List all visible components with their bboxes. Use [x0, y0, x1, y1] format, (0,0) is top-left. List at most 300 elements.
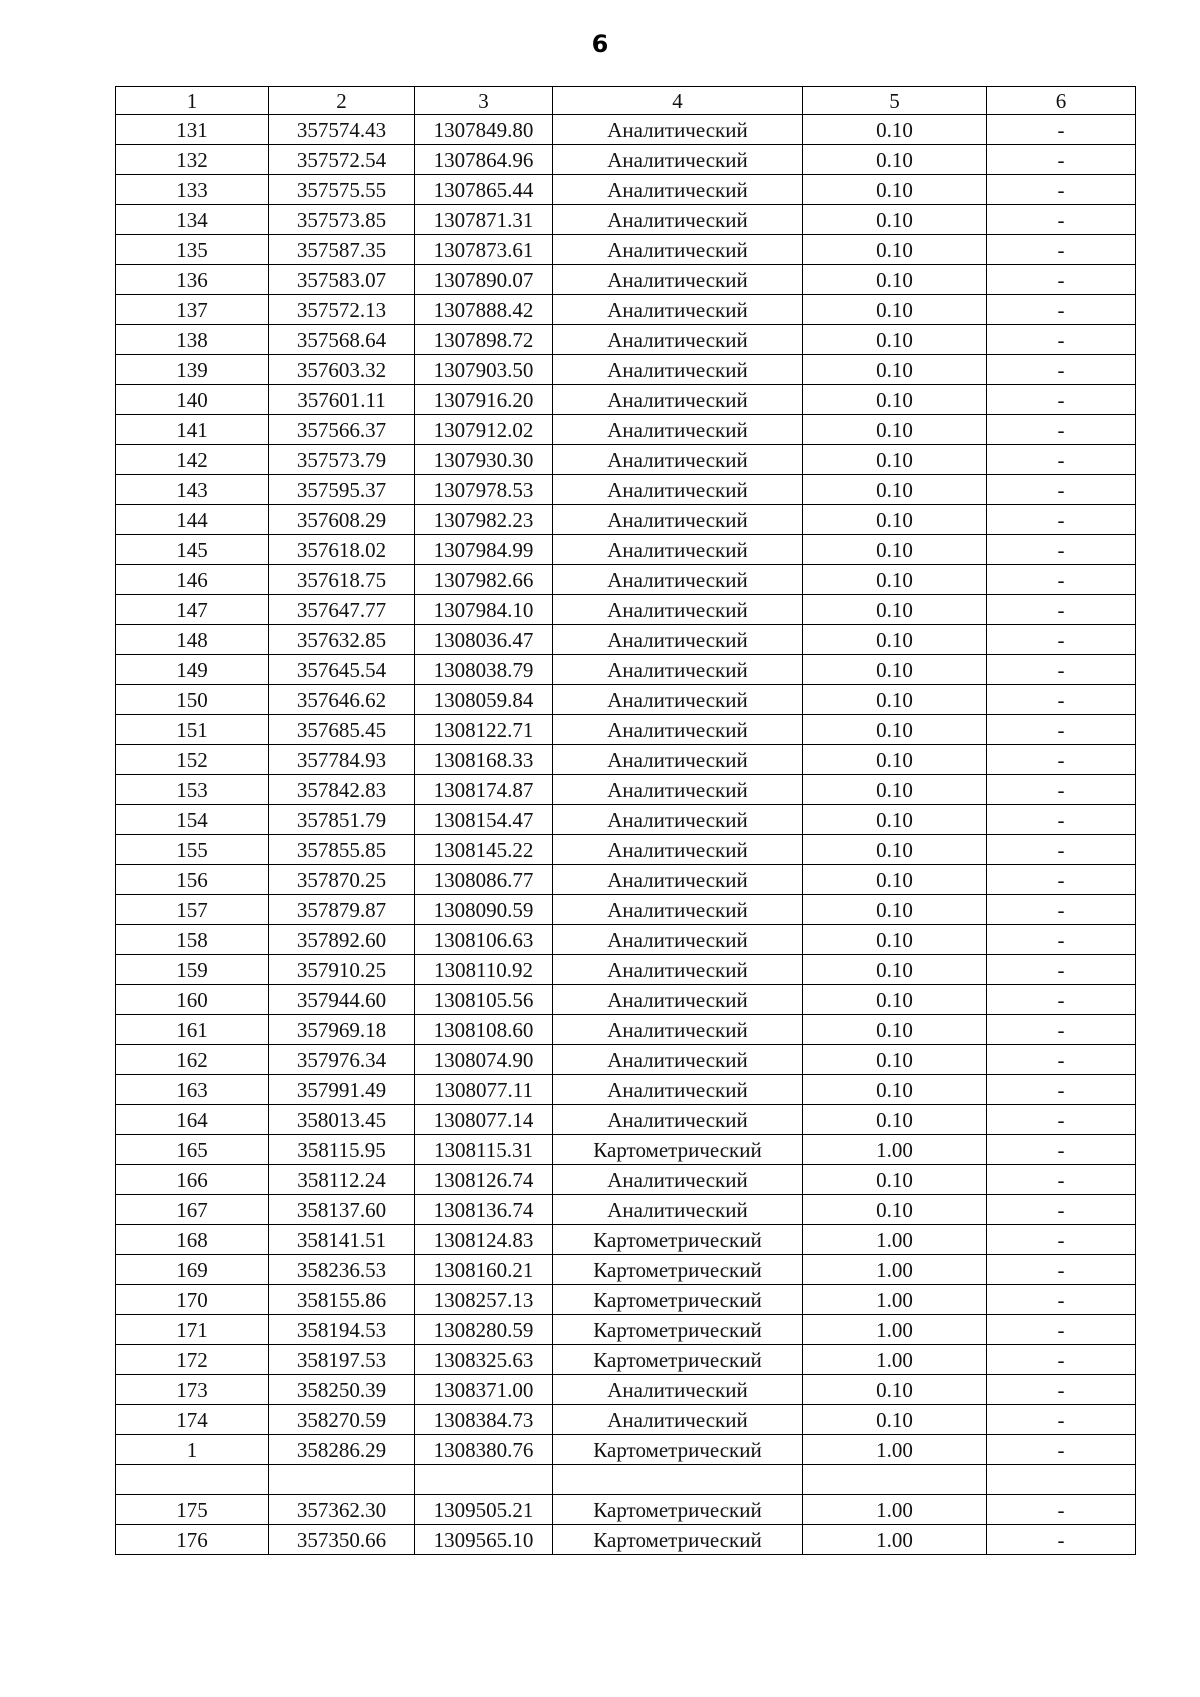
y-coordinate-cell: 1308059.84	[415, 685, 553, 715]
note-cell: -	[987, 1375, 1136, 1405]
table-row	[116, 715, 1136, 745]
accuracy-cell: 0.10	[803, 1105, 987, 1135]
note-cell: -	[987, 1495, 1136, 1525]
table-row	[116, 1195, 1136, 1225]
y-coordinate-cell: 1309565.10	[415, 1525, 553, 1555]
method-cell: Аналитический	[553, 955, 803, 985]
column-header-3: 3	[415, 87, 553, 115]
note-cell: -	[987, 235, 1136, 265]
note-cell: -	[987, 775, 1136, 805]
note-cell: -	[987, 1165, 1136, 1195]
table-row	[116, 1045, 1136, 1075]
method-cell: Аналитический	[553, 1075, 803, 1105]
column-header-5: 5	[803, 87, 987, 115]
accuracy-cell: 0.10	[803, 115, 987, 145]
accuracy-cell: 0.10	[803, 925, 987, 955]
y-coordinate-cell: 1308038.79	[415, 655, 553, 685]
table-row	[116, 175, 1136, 205]
accuracy-cell: 0.10	[803, 355, 987, 385]
table-row	[116, 1465, 1136, 1495]
method-cell: Аналитический	[553, 1195, 803, 1225]
method-cell: Аналитический	[553, 175, 803, 205]
point-number-cell: 156	[116, 865, 269, 895]
y-coordinate-cell: 1307984.10	[415, 595, 553, 625]
method-cell: Аналитический	[553, 355, 803, 385]
x-coordinate-cell: 357944.60	[269, 985, 415, 1015]
note-cell: -	[987, 1225, 1136, 1255]
method-cell: Аналитический	[553, 1405, 803, 1435]
x-coordinate-cell: 357601.11	[269, 385, 415, 415]
note-cell: -	[987, 805, 1136, 835]
point-number-cell: 175	[116, 1495, 269, 1525]
x-coordinate-cell: 357855.85	[269, 835, 415, 865]
y-coordinate-cell: 1308257.13	[415, 1285, 553, 1315]
method-cell: Аналитический	[553, 685, 803, 715]
note-cell: -	[987, 565, 1136, 595]
y-coordinate-cell: 1308280.59	[415, 1315, 553, 1345]
y-coordinate-cell: 1308168.33	[415, 745, 553, 775]
table-row	[116, 1435, 1136, 1465]
x-coordinate-cell: 357851.79	[269, 805, 415, 835]
x-coordinate-cell: 357583.07	[269, 265, 415, 295]
x-coordinate-cell: 357910.25	[269, 955, 415, 985]
x-coordinate-cell: 357572.54	[269, 145, 415, 175]
accuracy-cell: 0.10	[803, 1075, 987, 1105]
table-row	[116, 655, 1136, 685]
point-number-cell: 146	[116, 565, 269, 595]
method-cell: Картометрический	[553, 1255, 803, 1285]
point-number-cell: 134	[116, 205, 269, 235]
table-row	[116, 895, 1136, 925]
accuracy-cell: 0.10	[803, 1015, 987, 1045]
x-coordinate-cell: 357572.13	[269, 295, 415, 325]
note-cell: -	[987, 295, 1136, 325]
x-coordinate-cell: 358286.29	[269, 1435, 415, 1465]
point-number-cell: 133	[116, 175, 269, 205]
point-number-cell: 144	[116, 505, 269, 535]
y-coordinate-cell: 1308090.59	[415, 895, 553, 925]
table-row	[116, 1135, 1136, 1165]
accuracy-cell: 1.00	[803, 1315, 987, 1345]
y-coordinate-cell: 1308384.73	[415, 1405, 553, 1435]
accuracy-cell: 0.10	[803, 265, 987, 295]
method-cell: Картометрический	[553, 1525, 803, 1555]
point-number-cell: 155	[116, 835, 269, 865]
method-cell: Картометрический	[553, 1285, 803, 1315]
table-row	[116, 265, 1136, 295]
method-cell: Аналитический	[553, 625, 803, 655]
accuracy-cell: 1.00	[803, 1495, 987, 1525]
method-cell: Картометрический	[553, 1495, 803, 1525]
note-cell: -	[987, 325, 1136, 355]
table-body	[116, 115, 1136, 1555]
method-cell: Аналитический	[553, 805, 803, 835]
accuracy-cell: 0.10	[803, 745, 987, 775]
x-coordinate-cell: 358115.95	[269, 1135, 415, 1165]
point-number-cell: 172	[116, 1345, 269, 1375]
y-coordinate-cell: 1307982.23	[415, 505, 553, 535]
y-coordinate-cell: 1307864.96	[415, 145, 553, 175]
point-number-cell: 143	[116, 475, 269, 505]
table-row	[116, 805, 1136, 835]
note-cell: -	[987, 925, 1136, 955]
x-coordinate-cell: 357976.34	[269, 1045, 415, 1075]
y-coordinate-cell: 1307978.53	[415, 475, 553, 505]
y-coordinate-cell: 1308136.74	[415, 1195, 553, 1225]
method-cell: Аналитический	[553, 985, 803, 1015]
accuracy-cell: 0.10	[803, 175, 987, 205]
table-row	[116, 205, 1136, 235]
x-coordinate-cell: 357574.43	[269, 115, 415, 145]
y-coordinate-cell: 1307930.30	[415, 445, 553, 475]
accuracy-cell: 0.10	[803, 1405, 987, 1435]
y-coordinate-cell: 1308160.21	[415, 1255, 553, 1285]
note-cell: -	[987, 1345, 1136, 1375]
note-cell: -	[987, 1285, 1136, 1315]
x-coordinate-cell: 357646.62	[269, 685, 415, 715]
accuracy-cell: 0.10	[803, 625, 987, 655]
table-row	[116, 775, 1136, 805]
method-cell: Аналитический	[553, 565, 803, 595]
point-number-cell: 154	[116, 805, 269, 835]
y-coordinate-cell: 1307912.02	[415, 415, 553, 445]
note-cell: -	[987, 625, 1136, 655]
point-number-cell: 140	[116, 385, 269, 415]
x-coordinate-cell: 357685.45	[269, 715, 415, 745]
coordinates-table	[115, 86, 1136, 1555]
method-cell: Картометрический	[553, 1435, 803, 1465]
note-cell: -	[987, 1405, 1136, 1435]
point-number-cell: 142	[116, 445, 269, 475]
note-cell: -	[987, 1525, 1136, 1555]
point-number-cell	[116, 1465, 269, 1495]
method-cell: Аналитический	[553, 415, 803, 445]
method-cell: Аналитический	[553, 895, 803, 925]
y-coordinate-cell: 1307916.20	[415, 385, 553, 415]
note-cell: -	[987, 205, 1136, 235]
y-coordinate-cell: 1308115.31	[415, 1135, 553, 1165]
x-coordinate-cell: 357632.85	[269, 625, 415, 655]
x-coordinate-cell: 357573.85	[269, 205, 415, 235]
method-cell: Аналитический	[553, 445, 803, 475]
method-cell: Аналитический	[553, 1045, 803, 1075]
x-coordinate-cell: 357969.18	[269, 1015, 415, 1045]
note-cell: -	[987, 145, 1136, 175]
method-cell: Аналитический	[553, 655, 803, 685]
note-cell: -	[987, 1045, 1136, 1075]
point-number-cell: 161	[116, 1015, 269, 1045]
x-coordinate-cell: 357575.55	[269, 175, 415, 205]
x-coordinate-cell: 357608.29	[269, 505, 415, 535]
accuracy-cell: 1.00	[803, 1135, 987, 1165]
table-row	[116, 1075, 1136, 1105]
table-row	[116, 355, 1136, 385]
accuracy-cell: 0.10	[803, 655, 987, 685]
accuracy-cell: 0.10	[803, 145, 987, 175]
accuracy-cell: 0.10	[803, 715, 987, 745]
y-coordinate-cell: 1307984.99	[415, 535, 553, 565]
y-coordinate-cell: 1308380.76	[415, 1435, 553, 1465]
point-number-cell: 139	[116, 355, 269, 385]
accuracy-cell: 0.10	[803, 295, 987, 325]
accuracy-cell: 0.10	[803, 205, 987, 235]
method-cell: Аналитический	[553, 205, 803, 235]
note-cell: -	[987, 1075, 1136, 1105]
accuracy-cell: 0.10	[803, 835, 987, 865]
x-coordinate-cell: 357573.79	[269, 445, 415, 475]
y-coordinate-cell: 1307873.61	[415, 235, 553, 265]
y-coordinate-cell: 1308036.47	[415, 625, 553, 655]
table-row	[116, 1255, 1136, 1285]
y-coordinate-cell: 1308371.00	[415, 1375, 553, 1405]
point-number-cell: 170	[116, 1285, 269, 1315]
note-cell: -	[987, 985, 1136, 1015]
method-cell: Картометрический	[553, 1225, 803, 1255]
x-coordinate-cell: 357892.60	[269, 925, 415, 955]
method-cell: Аналитический	[553, 835, 803, 865]
note-cell: -	[987, 955, 1136, 985]
y-coordinate-cell	[415, 1465, 553, 1495]
table-row	[116, 595, 1136, 625]
x-coordinate-cell: 357991.49	[269, 1075, 415, 1105]
table-row	[116, 1165, 1136, 1195]
table-row	[116, 1285, 1136, 1315]
method-cell: Картометрический	[553, 1135, 803, 1165]
point-number-cell: 168	[116, 1225, 269, 1255]
y-coordinate-cell: 1309505.21	[415, 1495, 553, 1525]
point-number-cell: 151	[116, 715, 269, 745]
note-cell: -	[987, 1255, 1136, 1285]
x-coordinate-cell: 357879.87	[269, 895, 415, 925]
table-row	[116, 745, 1136, 775]
x-coordinate-cell: 358250.39	[269, 1375, 415, 1405]
page-number: 6	[591, 30, 609, 58]
y-coordinate-cell: 1308106.63	[415, 925, 553, 955]
point-number-cell: 147	[116, 595, 269, 625]
accuracy-cell: 0.10	[803, 565, 987, 595]
x-coordinate-cell: 358137.60	[269, 1195, 415, 1225]
accuracy-cell: 1.00	[803, 1285, 987, 1315]
note-cell: -	[987, 1195, 1136, 1225]
accuracy-cell: 1.00	[803, 1345, 987, 1375]
x-coordinate-cell: 357870.25	[269, 865, 415, 895]
method-cell: Картометрический	[553, 1345, 803, 1375]
note-cell: -	[987, 445, 1136, 475]
method-cell: Аналитический	[553, 865, 803, 895]
note-cell: -	[987, 715, 1136, 745]
table-row	[116, 115, 1136, 145]
point-number-cell: 137	[116, 295, 269, 325]
y-coordinate-cell: 1307849.80	[415, 115, 553, 145]
y-coordinate-cell: 1308145.22	[415, 835, 553, 865]
point-number-cell: 131	[116, 115, 269, 145]
y-coordinate-cell: 1308108.60	[415, 1015, 553, 1045]
note-cell: -	[987, 1015, 1136, 1045]
table-row	[116, 925, 1136, 955]
y-coordinate-cell: 1307982.66	[415, 565, 553, 595]
x-coordinate-cell: 357618.02	[269, 535, 415, 565]
x-coordinate-cell: 358155.86	[269, 1285, 415, 1315]
method-cell: Аналитический	[553, 1015, 803, 1045]
table-row	[116, 625, 1136, 655]
x-coordinate-cell: 357595.37	[269, 475, 415, 505]
point-number-cell: 165	[116, 1135, 269, 1165]
method-cell: Аналитический	[553, 475, 803, 505]
y-coordinate-cell: 1308077.11	[415, 1075, 553, 1105]
accuracy-cell: 0.10	[803, 1045, 987, 1075]
x-coordinate-cell: 358112.24	[269, 1165, 415, 1195]
table-row	[116, 385, 1136, 415]
table-row	[116, 985, 1136, 1015]
y-coordinate-cell: 1308126.74	[415, 1165, 553, 1195]
point-number-cell: 174	[116, 1405, 269, 1435]
table-row	[116, 535, 1136, 565]
accuracy-cell: 0.10	[803, 475, 987, 505]
table-row	[116, 1345, 1136, 1375]
note-cell: -	[987, 475, 1136, 505]
point-number-cell: 153	[116, 775, 269, 805]
accuracy-cell: 1.00	[803, 1525, 987, 1555]
y-coordinate-cell: 1308074.90	[415, 1045, 553, 1075]
table-row	[116, 955, 1136, 985]
note-cell: -	[987, 415, 1136, 445]
column-header-4: 4	[553, 87, 803, 115]
point-number-cell: 157	[116, 895, 269, 925]
point-number-cell: 145	[116, 535, 269, 565]
column-header-1: 1	[116, 87, 269, 115]
point-number-cell: 171	[116, 1315, 269, 1345]
accuracy-cell: 0.10	[803, 1165, 987, 1195]
y-coordinate-cell: 1308174.87	[415, 775, 553, 805]
method-cell: Аналитический	[553, 715, 803, 745]
x-coordinate-cell: 358197.53	[269, 1345, 415, 1375]
x-coordinate-cell: 357603.32	[269, 355, 415, 385]
accuracy-cell: 0.10	[803, 235, 987, 265]
table-row	[116, 475, 1136, 505]
note-cell: -	[987, 265, 1136, 295]
method-cell: Аналитический	[553, 325, 803, 355]
method-cell: Аналитический	[553, 385, 803, 415]
table-row	[116, 1495, 1136, 1525]
accuracy-cell: 0.10	[803, 385, 987, 415]
y-coordinate-cell: 1308154.47	[415, 805, 553, 835]
method-cell: Аналитический	[553, 745, 803, 775]
table-row	[116, 565, 1136, 595]
table-row	[116, 1375, 1136, 1405]
point-number-cell: 141	[116, 415, 269, 445]
x-coordinate-cell: 358194.53	[269, 1315, 415, 1345]
table-row	[116, 415, 1136, 445]
point-number-cell: 152	[116, 745, 269, 775]
accuracy-cell: 0.10	[803, 955, 987, 985]
table-row	[116, 1015, 1136, 1045]
accuracy-cell: 0.10	[803, 985, 987, 1015]
point-number-cell: 163	[116, 1075, 269, 1105]
point-number-cell: 160	[116, 985, 269, 1015]
point-number-cell: 158	[116, 925, 269, 955]
method-cell: Картометрический	[553, 1315, 803, 1345]
point-number-cell: 159	[116, 955, 269, 985]
x-coordinate-cell	[269, 1465, 415, 1495]
y-coordinate-cell: 1307871.31	[415, 205, 553, 235]
y-coordinate-cell: 1307898.72	[415, 325, 553, 355]
x-coordinate-cell: 357568.64	[269, 325, 415, 355]
method-cell: Аналитический	[553, 505, 803, 535]
y-coordinate-cell: 1308122.71	[415, 715, 553, 745]
accuracy-cell: 1.00	[803, 1255, 987, 1285]
table-row	[116, 505, 1136, 535]
point-number-cell: 149	[116, 655, 269, 685]
note-cell: -	[987, 1135, 1136, 1165]
header-row	[116, 87, 1136, 115]
note-cell: -	[987, 1435, 1136, 1465]
point-number-cell: 132	[116, 145, 269, 175]
x-coordinate-cell: 357842.83	[269, 775, 415, 805]
accuracy-cell	[803, 1465, 987, 1495]
y-coordinate-cell: 1308325.63	[415, 1345, 553, 1375]
accuracy-cell: 0.10	[803, 805, 987, 835]
table-row	[116, 145, 1136, 175]
point-number-cell: 176	[116, 1525, 269, 1555]
note-cell: -	[987, 1105, 1136, 1135]
y-coordinate-cell: 1308105.56	[415, 985, 553, 1015]
note-cell: -	[987, 835, 1136, 865]
x-coordinate-cell: 358013.45	[269, 1105, 415, 1135]
y-coordinate-cell: 1308086.77	[415, 865, 553, 895]
table-row	[116, 865, 1136, 895]
method-cell: Аналитический	[553, 595, 803, 625]
point-number-cell: 166	[116, 1165, 269, 1195]
method-cell: Аналитический	[553, 145, 803, 175]
table-row	[116, 445, 1136, 475]
method-cell: Аналитический	[553, 1105, 803, 1135]
note-cell: -	[987, 505, 1136, 535]
x-coordinate-cell: 357647.77	[269, 595, 415, 625]
point-number-cell: 169	[116, 1255, 269, 1285]
method-cell: Аналитический	[553, 235, 803, 265]
x-coordinate-cell: 358270.59	[269, 1405, 415, 1435]
method-cell: Аналитический	[553, 265, 803, 295]
accuracy-cell: 0.10	[803, 325, 987, 355]
point-number-cell: 173	[116, 1375, 269, 1405]
method-cell: Аналитический	[553, 925, 803, 955]
y-coordinate-cell: 1307888.42	[415, 295, 553, 325]
method-cell: Аналитический	[553, 115, 803, 145]
accuracy-cell: 0.10	[803, 535, 987, 565]
accuracy-cell: 0.10	[803, 865, 987, 895]
column-header-6: 6	[987, 87, 1136, 115]
note-cell: -	[987, 1315, 1136, 1345]
note-cell: -	[987, 175, 1136, 205]
x-coordinate-cell: 358141.51	[269, 1225, 415, 1255]
x-coordinate-cell: 358236.53	[269, 1255, 415, 1285]
method-cell	[553, 1465, 803, 1495]
x-coordinate-cell: 357362.30	[269, 1495, 415, 1525]
column-header-2: 2	[269, 87, 415, 115]
y-coordinate-cell: 1307865.44	[415, 175, 553, 205]
note-cell: -	[987, 595, 1136, 625]
point-number-cell: 1	[116, 1435, 269, 1465]
x-coordinate-cell: 357350.66	[269, 1525, 415, 1555]
note-cell: -	[987, 535, 1136, 565]
table-row	[116, 1105, 1136, 1135]
accuracy-cell: 0.10	[803, 895, 987, 925]
note-cell: -	[987, 655, 1136, 685]
x-coordinate-cell: 357784.93	[269, 745, 415, 775]
accuracy-cell: 0.10	[803, 595, 987, 625]
point-number-cell: 136	[116, 265, 269, 295]
x-coordinate-cell: 357618.75	[269, 565, 415, 595]
